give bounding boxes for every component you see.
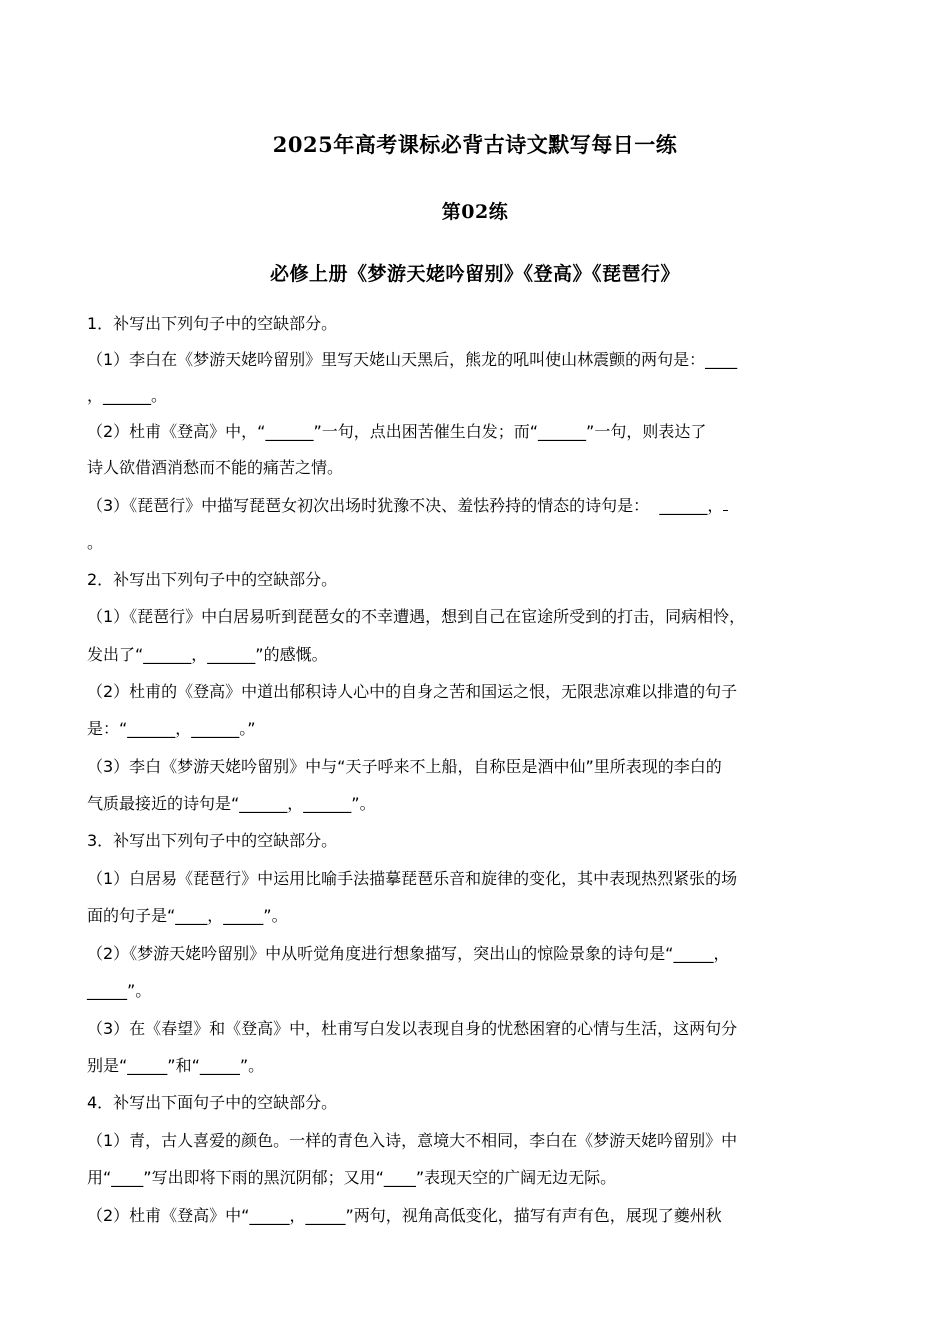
question-1-item-3-text: （3）《琵琶行》中描写琵琶女初次出场时犹豫不决、羞怯矜持的情态的诗句是： ______， [87, 496, 724, 515]
question-1-heading: 1．补写出下列句子中的空缺部分。 [87, 314, 338, 333]
question-1-item-2: （2）杜甫《登高》中，“______”一句，点出困苦催生白发；而“______”一句，则表达了 [87, 422, 707, 441]
question-2-item-2: （2）杜甫的《登高》中道出郁积诗人心中的自身之苦和国运之恨，无限悲凉难以排遣的句子 [87, 682, 738, 701]
question-3-item-1-continued: 面的句子是“____，_____”。 [87, 906, 288, 925]
question-4-item-2: （2）杜甫《登高》中“_____，_____”两句，视角高低变化，描写有声有色，展现了夔州秋 [87, 1206, 722, 1225]
exercise-scope: 必修上册《梦游天姥吟留别》《登高》《琵琶行》 [269, 263, 680, 285]
question-4-heading: 4．补写出下面句子中的空缺部分。 [87, 1093, 338, 1112]
question-2-heading: 2．补写出下列句子中的空缺部分。 [87, 570, 338, 589]
exercise-number: 第02练 [441, 201, 509, 223]
question-1-item-2-continued: 诗人欲借酒消愁而不能的痛苦之情。 [87, 458, 344, 477]
document-title: 2025年高考课标必背古诗文默写每日一练 [272, 132, 678, 157]
question-1-item-3-continued: 。 [87, 533, 104, 552]
question-3-heading: 3．补写出下列句子中的空缺部分。 [87, 831, 338, 850]
question-3-item-3-continued: 别是“_____”和“_____”。 [87, 1056, 265, 1075]
question-2-item-1-continued: 发出了“______，______”的感慨。 [87, 645, 328, 664]
question-2-item-1: （1）《琵琶行》中白居易听到琵琶女的不幸遭遇，想到自己在宦途所受到的打击，同病相怜， [87, 607, 746, 626]
answer-blank [723, 498, 728, 511]
question-1-item-1: （1）李白在《梦游天姥吟留别》里写天姥山天黑后，熊龙的吼叫使山林震颤的两句是：____ [87, 350, 738, 369]
question-1-item-1-continued: ，______。 [87, 386, 168, 405]
question-3-item-1: （1）白居易《琵琶行》中运用比喻手法描摹琵琶乐音和旋律的变化，其中表现热烈紧张的场 [87, 869, 738, 888]
question-2-item-3-continued: 气质最接近的诗句是“______，______”。 [87, 794, 376, 813]
question-3-item-2-continued: _____”。 [87, 981, 152, 1000]
question-4-item-1-continued: 用“____”写出即将下雨的黑沉阴郁；又用“____”表现天空的广阔无边无际。 [87, 1168, 617, 1187]
question-1-item-3 [87, 496, 877, 516]
question-3-item-2: （2）《梦游天姥吟留别》中从听觉角度进行想象描写，突出山的惊险景象的诗句是“_____， [87, 944, 730, 963]
question-2-item-2-continued: 是：“______，______。” [87, 719, 256, 738]
question-2-item-3: （3）李白《梦游天姥吟留别》中与“天子呼来不上船，自称臣是酒中仙”里所表现的李白的 [87, 757, 722, 776]
question-4-item-1: （1）青，古人喜爱的颜色。一样的青色入诗，意境大不相同，李白在《梦游天姥吟留别》中 [87, 1131, 738, 1150]
question-3-item-3: （3）在《春望》和《登高》中，杜甫写白发以表现自身的忧愁困窘的心情与生活，这两句分 [87, 1019, 738, 1038]
